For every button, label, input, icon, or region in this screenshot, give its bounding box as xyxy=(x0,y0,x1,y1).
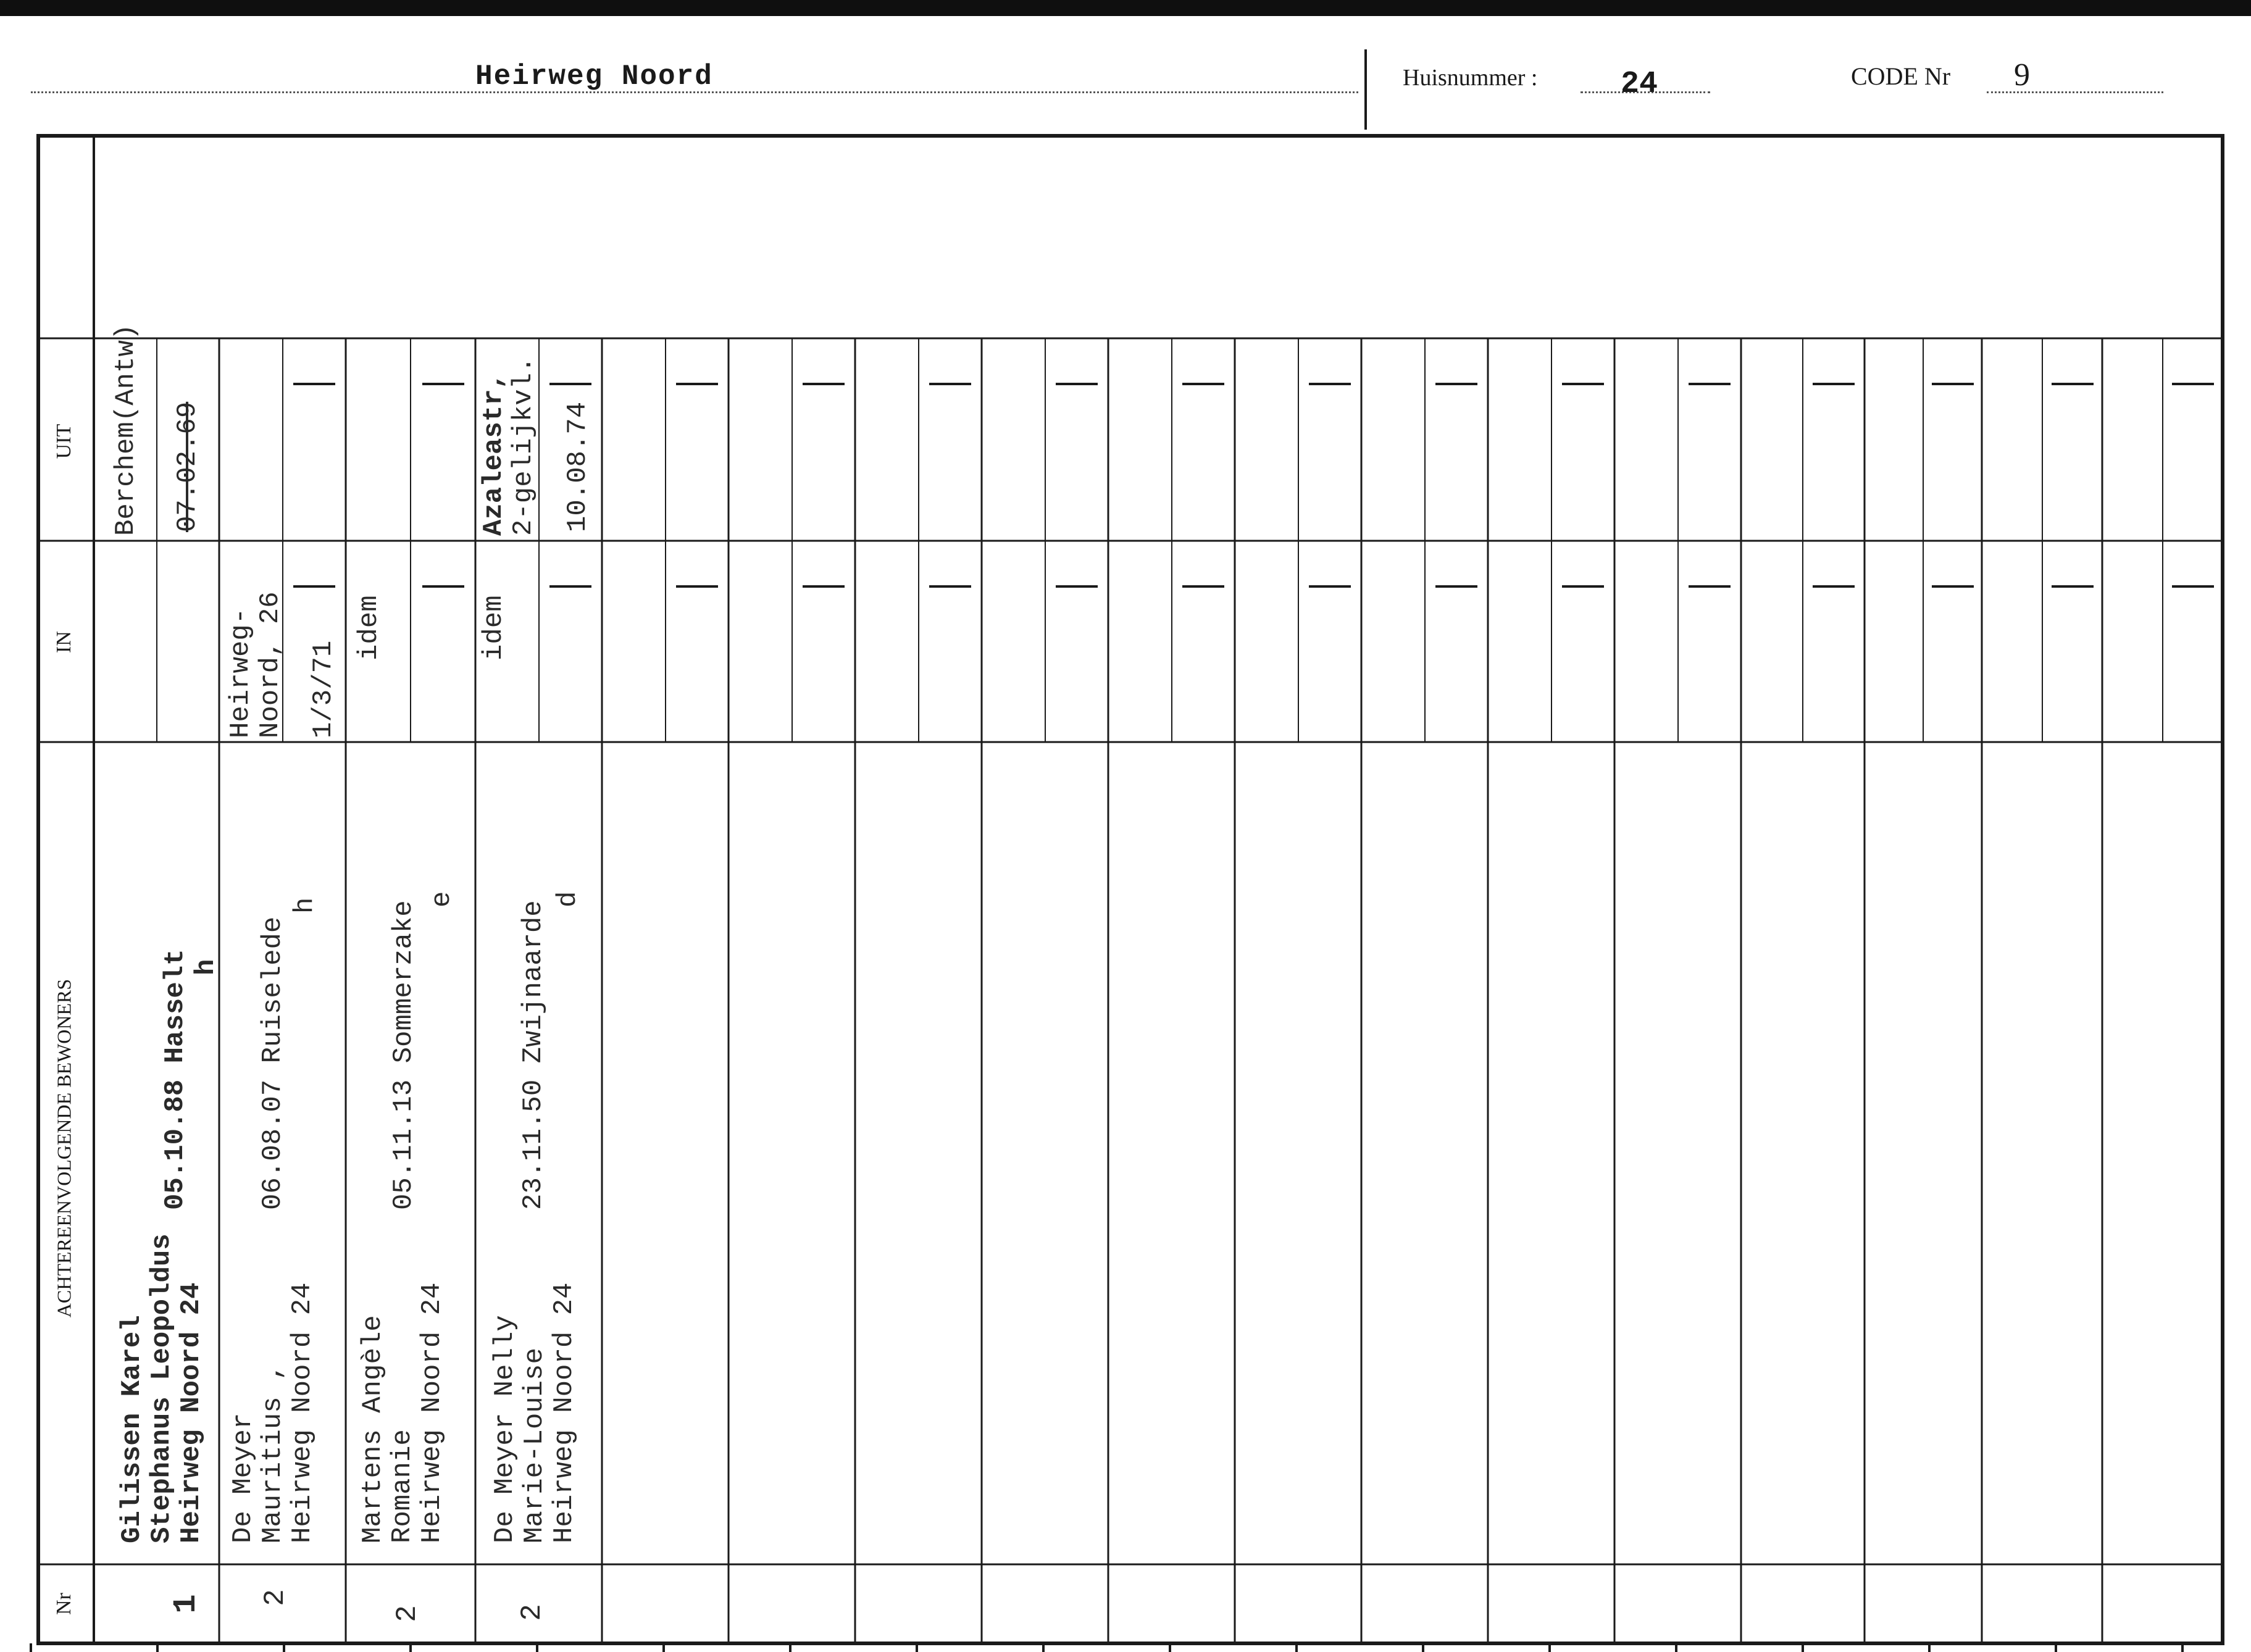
entry-1-address: Heirweg Noord 24 xyxy=(176,1282,207,1543)
entry-4-address: Heirweg Noord 24 xyxy=(549,1282,580,1543)
code-label: CODE Nr xyxy=(1851,62,1951,90)
entry-2-given-names: Mauritius , xyxy=(257,1364,288,1543)
entry-4-uit-line-1: Azaleastr, xyxy=(478,372,509,536)
entry-2-in-place xyxy=(226,535,285,738)
entry-1-nr: 1 xyxy=(168,1594,204,1614)
code-value: 9 xyxy=(2014,57,2030,93)
entry-1-uit-place: Berchem(Antw) xyxy=(111,323,141,536)
entry-4-uit-date: 10.08.74 xyxy=(562,401,593,532)
entry-1-uit-date: 07.02.69 xyxy=(172,401,203,532)
entry-3-name: Martens Angèle xyxy=(357,1315,388,1543)
header-uit: UIT xyxy=(52,423,75,459)
street-name: Heirweg Noord xyxy=(475,60,713,93)
entry-4-nr: 2 xyxy=(516,1604,548,1621)
entry-2-in-date: 1/3/71 xyxy=(308,640,339,738)
header-in: IN xyxy=(52,631,75,653)
entry-4-name: De Meyer Nelly xyxy=(490,1315,520,1543)
header-nr: Nr xyxy=(52,1593,75,1615)
header-residents: ACHTEREENVOLGENDE BEWONERS xyxy=(52,978,75,1318)
entry-1-birth: 05.10.88 Hasselt xyxy=(160,949,191,1210)
entry-3-nr: 2 xyxy=(391,1605,424,1622)
entry-3-mark: e xyxy=(427,891,457,907)
entry-2-address: Heirweg Noord 24 xyxy=(287,1282,318,1543)
entry-3-birth: 05.11.13 Sommerzake xyxy=(388,900,419,1210)
entry-1-given-names: Stephanus Leopoldus xyxy=(146,1233,177,1543)
entry-4-uit-place xyxy=(479,314,538,536)
entry-2-birth: 06.08.07 Ruiselede xyxy=(257,916,288,1210)
entry-3-given-names: Romanie xyxy=(387,1429,418,1543)
entry-2-in-line-2: Noord, 26 xyxy=(255,591,286,738)
entry-2-name: De Meyer xyxy=(228,1412,259,1543)
entry-1-mark: h xyxy=(191,959,222,975)
house-number-label: Huisnummer : xyxy=(1403,65,1538,91)
entry-3-address: Heirweg Noord 24 xyxy=(417,1282,448,1543)
house-number-value: 24 xyxy=(1621,67,1658,102)
entry-1-name: Gilissen Karel xyxy=(117,1315,148,1543)
entry-4-in-place: idem xyxy=(478,595,509,661)
entry-2-nr: 2 xyxy=(259,1589,291,1606)
entry-3-in-place: idem xyxy=(354,595,385,661)
entry-4-birth: 23.11.50 Zwijnaarde xyxy=(518,900,549,1210)
entry-2-in-line-1: Heirweg- xyxy=(225,607,256,738)
entry-4-uit-line-2: 2-gelijkvl. xyxy=(508,356,539,536)
entry-4-given-names: Marie-Louise xyxy=(519,1348,550,1543)
entry-2-mark: h xyxy=(290,897,320,914)
entry-4-mark: d xyxy=(553,891,583,907)
